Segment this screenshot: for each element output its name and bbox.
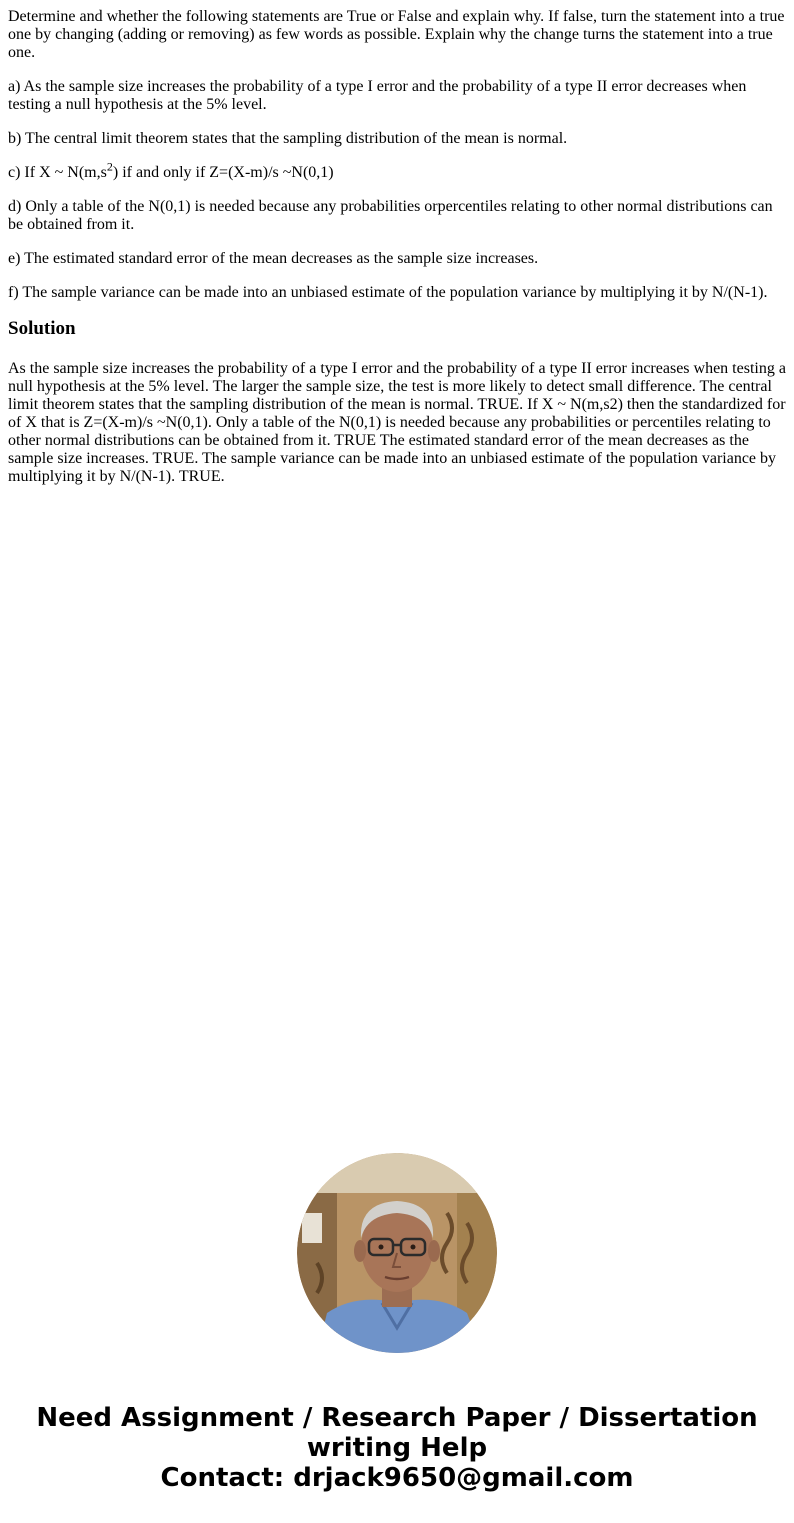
statement-d: d) Only a table of the N(0,1) is needed because any probabilities orpercentiles relating to other normal distributions can be obtained from it.	[8, 198, 773, 233]
statement-f: f) The sample variance can be made into an unbiased estimate of the population variance by multiplying it by N/(N-1).	[8, 284, 768, 301]
statement-c	[8, 159, 786, 182]
solution-heading: Solution	[8, 318, 76, 339]
solution-text: As the sample size increases the probability of a type I error and the probability of a type II error increases when testing a null hypothesis at the 5% level. The larger the sample size, the test is more likely to detect small difference. The central limit theorem states that the sampling distribution of the mean is normal. TRUE. If X ~ N(m,s2) then the standardized for of X that is Z=(X-m)/s ~N(0,1). Only a table of the N(0,1) is needed because any probabilities or percentiles relating to other normal distributions can be obtained from it. TRUE The estimated standard error of the mean decreases as the sample size increases. TRUE. The sample variance can be made into an unbiased estimate of the population variance by multiplying it by N/(N-1). TRUE.	[8, 360, 786, 485]
footer-contact: Contact: drjack9650@gmail.com	[160, 1463, 634, 1493]
document-content	[8, 8, 786, 502]
statement-c-end: ) if and only if Z=(X-m)/s ~N(0,1)	[112, 164, 334, 181]
statement-b: b) The central limit theorem states that the sampling distribution of the mean is normal.	[8, 130, 568, 147]
footer-banner	[0, 1403, 794, 1493]
footer-line-1: Need Assignment / Research Paper / Dissertation	[36, 1403, 758, 1433]
question-intro: Determine and whether the following statements are True or False and explain why. If false, turn the statement into a true one by changing (adding or removing) as few words as possible. Explain why the change turns the statement into a true one.	[8, 8, 785, 61]
statement-c-start: c) If X ~ N(m,s	[8, 164, 107, 181]
author-photo	[297, 1153, 497, 1353]
statement-a: a) As the sample size increases the probability of a type I error and the probability of a type II error decreases when testing a null hypothesis at the 5% level.	[8, 78, 747, 113]
footer-line-2: writing Help	[306, 1433, 488, 1463]
author-portrait-image	[297, 1153, 497, 1353]
statement-c-superscript: 2	[106, 159, 113, 174]
statement-e: e) The estimated standard error of the mean decreases as the sample size increases.	[8, 250, 539, 267]
